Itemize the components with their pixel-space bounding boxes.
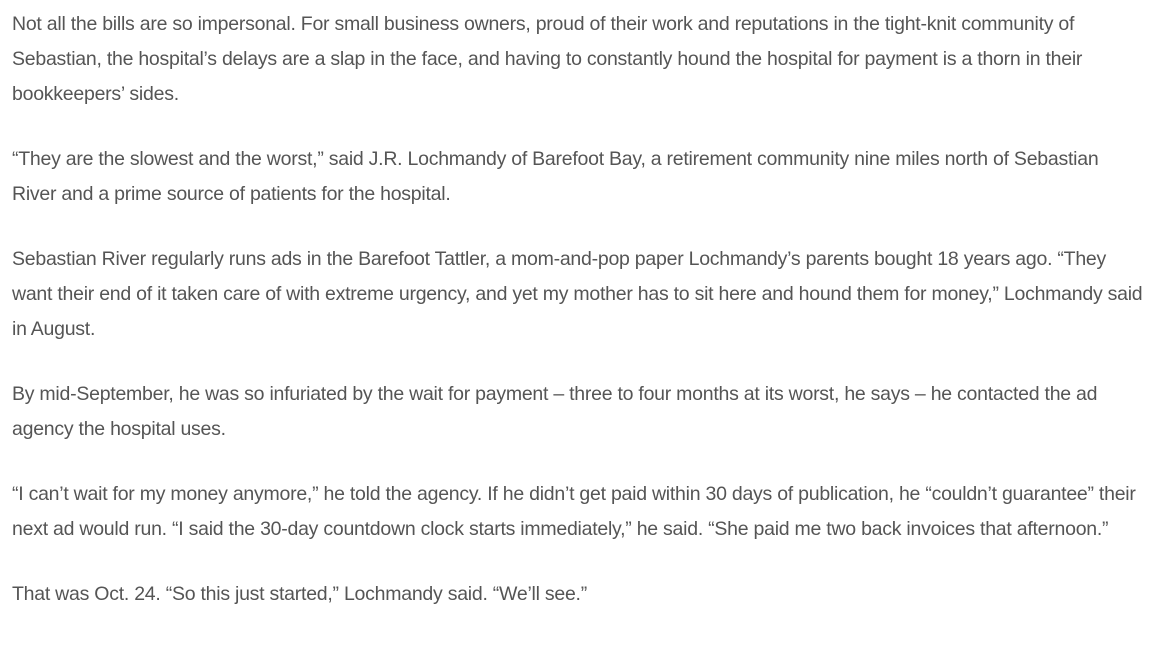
article-body — [12, 7, 1147, 642]
paragraph-mid-september: By mid-September, he was so infuriated by the wait for payment – three to four months at its worst, he says – he contacted the ad agency the hospital uses. — [12, 383, 1098, 440]
paragraph-slowest-quote: “They are the slowest and the worst,” said J.R. Lochmandy of Barefoot Bay, a retirement community nine miles north of Sebastian River and a prime source of patients for the hospital. — [12, 148, 1099, 205]
paragraph-barefoot-tattler: Sebastian River regularly runs ads in the Barefoot Tattler, a mom-and-pop paper Lochmandy’s parents bought 18 years ago. “They want their end of it taken care of with extreme urgency, and yet my mother has to sit here and hound them for money,” Lochmandy said in August. — [12, 248, 1143, 340]
paragraph-impersonal-bills: Not all the bills are so impersonal. For small business owners, proud of their work and reputations in the tight-knit community of Sebastian, the hospital’s delays are a slap in the face, and having to constantly hound the hospital for payment is a thorn in their bookkeepers’ sides. — [12, 13, 1083, 105]
paragraph-cant-wait-quote: “I can’t wait for my money anymore,” he told the agency. If he didn’t get paid within 30 days of publication, he “couldn’t guarantee” their next ad would run. “I said the 30-day countdown clock starts immediately,” he said. “She paid me two back invoices that afternoon.” — [12, 483, 1136, 540]
paragraph-oct-24: That was Oct. 24. “So this just started,” Lochmandy said. “We’ll see.” — [12, 583, 587, 605]
